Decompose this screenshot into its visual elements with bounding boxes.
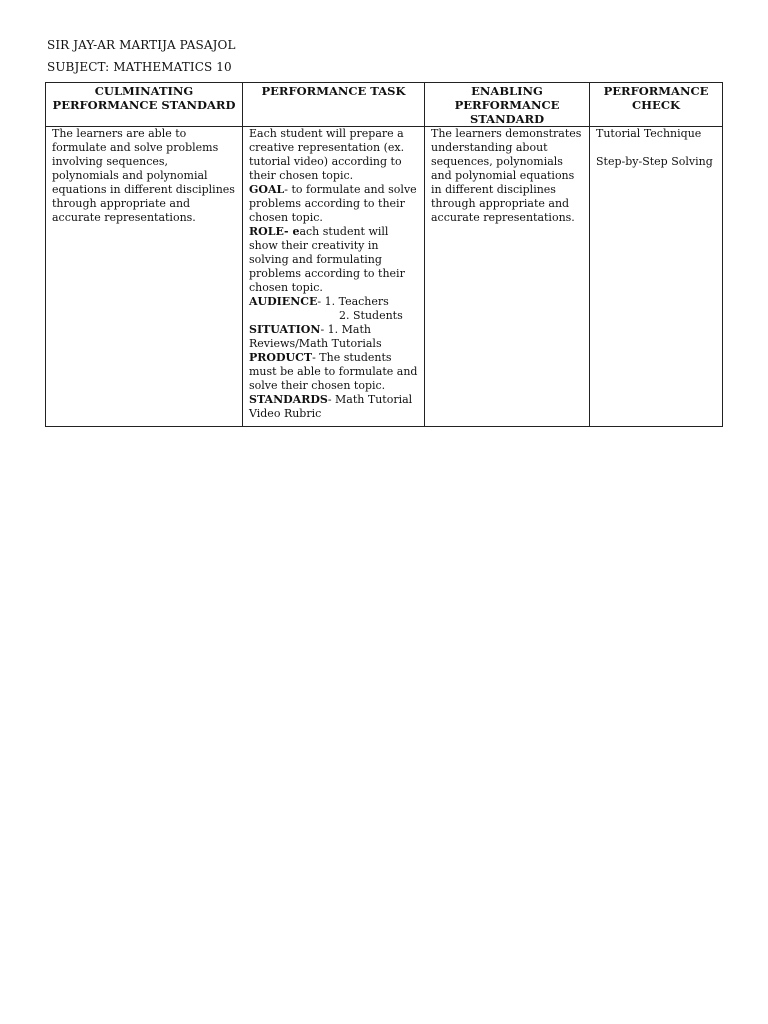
table-header-row — [46, 83, 723, 127]
standards-text: - Math Tutorial Video Rubric — [249, 393, 413, 420]
cell-performance-task — [243, 127, 425, 427]
audience-text-2: 2. Students — [339, 309, 403, 322]
task-goal — [249, 183, 419, 225]
performance-task-table — [45, 82, 723, 427]
audience-text-1: - 1. Teachers — [317, 295, 389, 308]
check-spacer — [596, 141, 717, 155]
cell-culminating-standard: The learners are able to formulate and solve problems involving sequences, polynomials and polynomial equations in different disciplines through appropriate and accurate representations. — [46, 127, 243, 427]
task-situation — [249, 323, 419, 351]
standards-label: STANDARDS — [249, 393, 328, 406]
task-standards — [249, 393, 419, 421]
cell-enabling-standard: The learners demonstrates understanding about sequences, polynomials and polynomial equations in different disciplines through appropriate and accurate representations. — [425, 127, 590, 427]
header-performance-task: PERFORMANCE TASK — [243, 83, 425, 127]
task-audience — [249, 295, 419, 323]
check-item-2: Step-by-Step Solving — [596, 155, 713, 168]
role-label: ROLE- e — [249, 225, 300, 238]
product-label: PRODUCT — [249, 351, 313, 364]
header-enabling-standard: ENABLING PERFORMANCE STANDARD — [425, 83, 590, 127]
task-intro: Each student will prepare a creative representation (ex. tutorial video) according to their chosen topic. — [249, 127, 405, 182]
header-performance-check: PERFORMANCE CHECK — [590, 83, 723, 127]
goal-label: GOAL — [249, 183, 285, 196]
situation-text: - 1. Math Reviews/Math Tutorials — [249, 323, 382, 350]
teacher-name: SIR JAY-AR MARTIJA PASAJOL — [47, 38, 236, 52]
subject-line: SUBJECT: MATHEMATICS 10 — [47, 60, 232, 74]
cell-performance-check — [590, 127, 723, 427]
check-item-1: Tutorial Technique — [596, 127, 702, 140]
situation-label: SITUATION — [249, 323, 321, 336]
audience-label: AUDIENCE — [249, 295, 318, 308]
role-text: ach student will show their creativity in solving and formulating problems according to their chosen topic. — [249, 225, 405, 294]
table-row — [46, 127, 723, 427]
header-culminating-standard: CULMINATING PERFORMANCE STANDARD — [46, 83, 243, 127]
task-product — [249, 351, 419, 393]
product-text: - The students must be able to formulate and solve their chosen topic. — [249, 351, 418, 392]
task-role — [249, 225, 419, 295]
goal-text: - to formulate and solve problems according to their chosen topic. — [249, 183, 417, 224]
